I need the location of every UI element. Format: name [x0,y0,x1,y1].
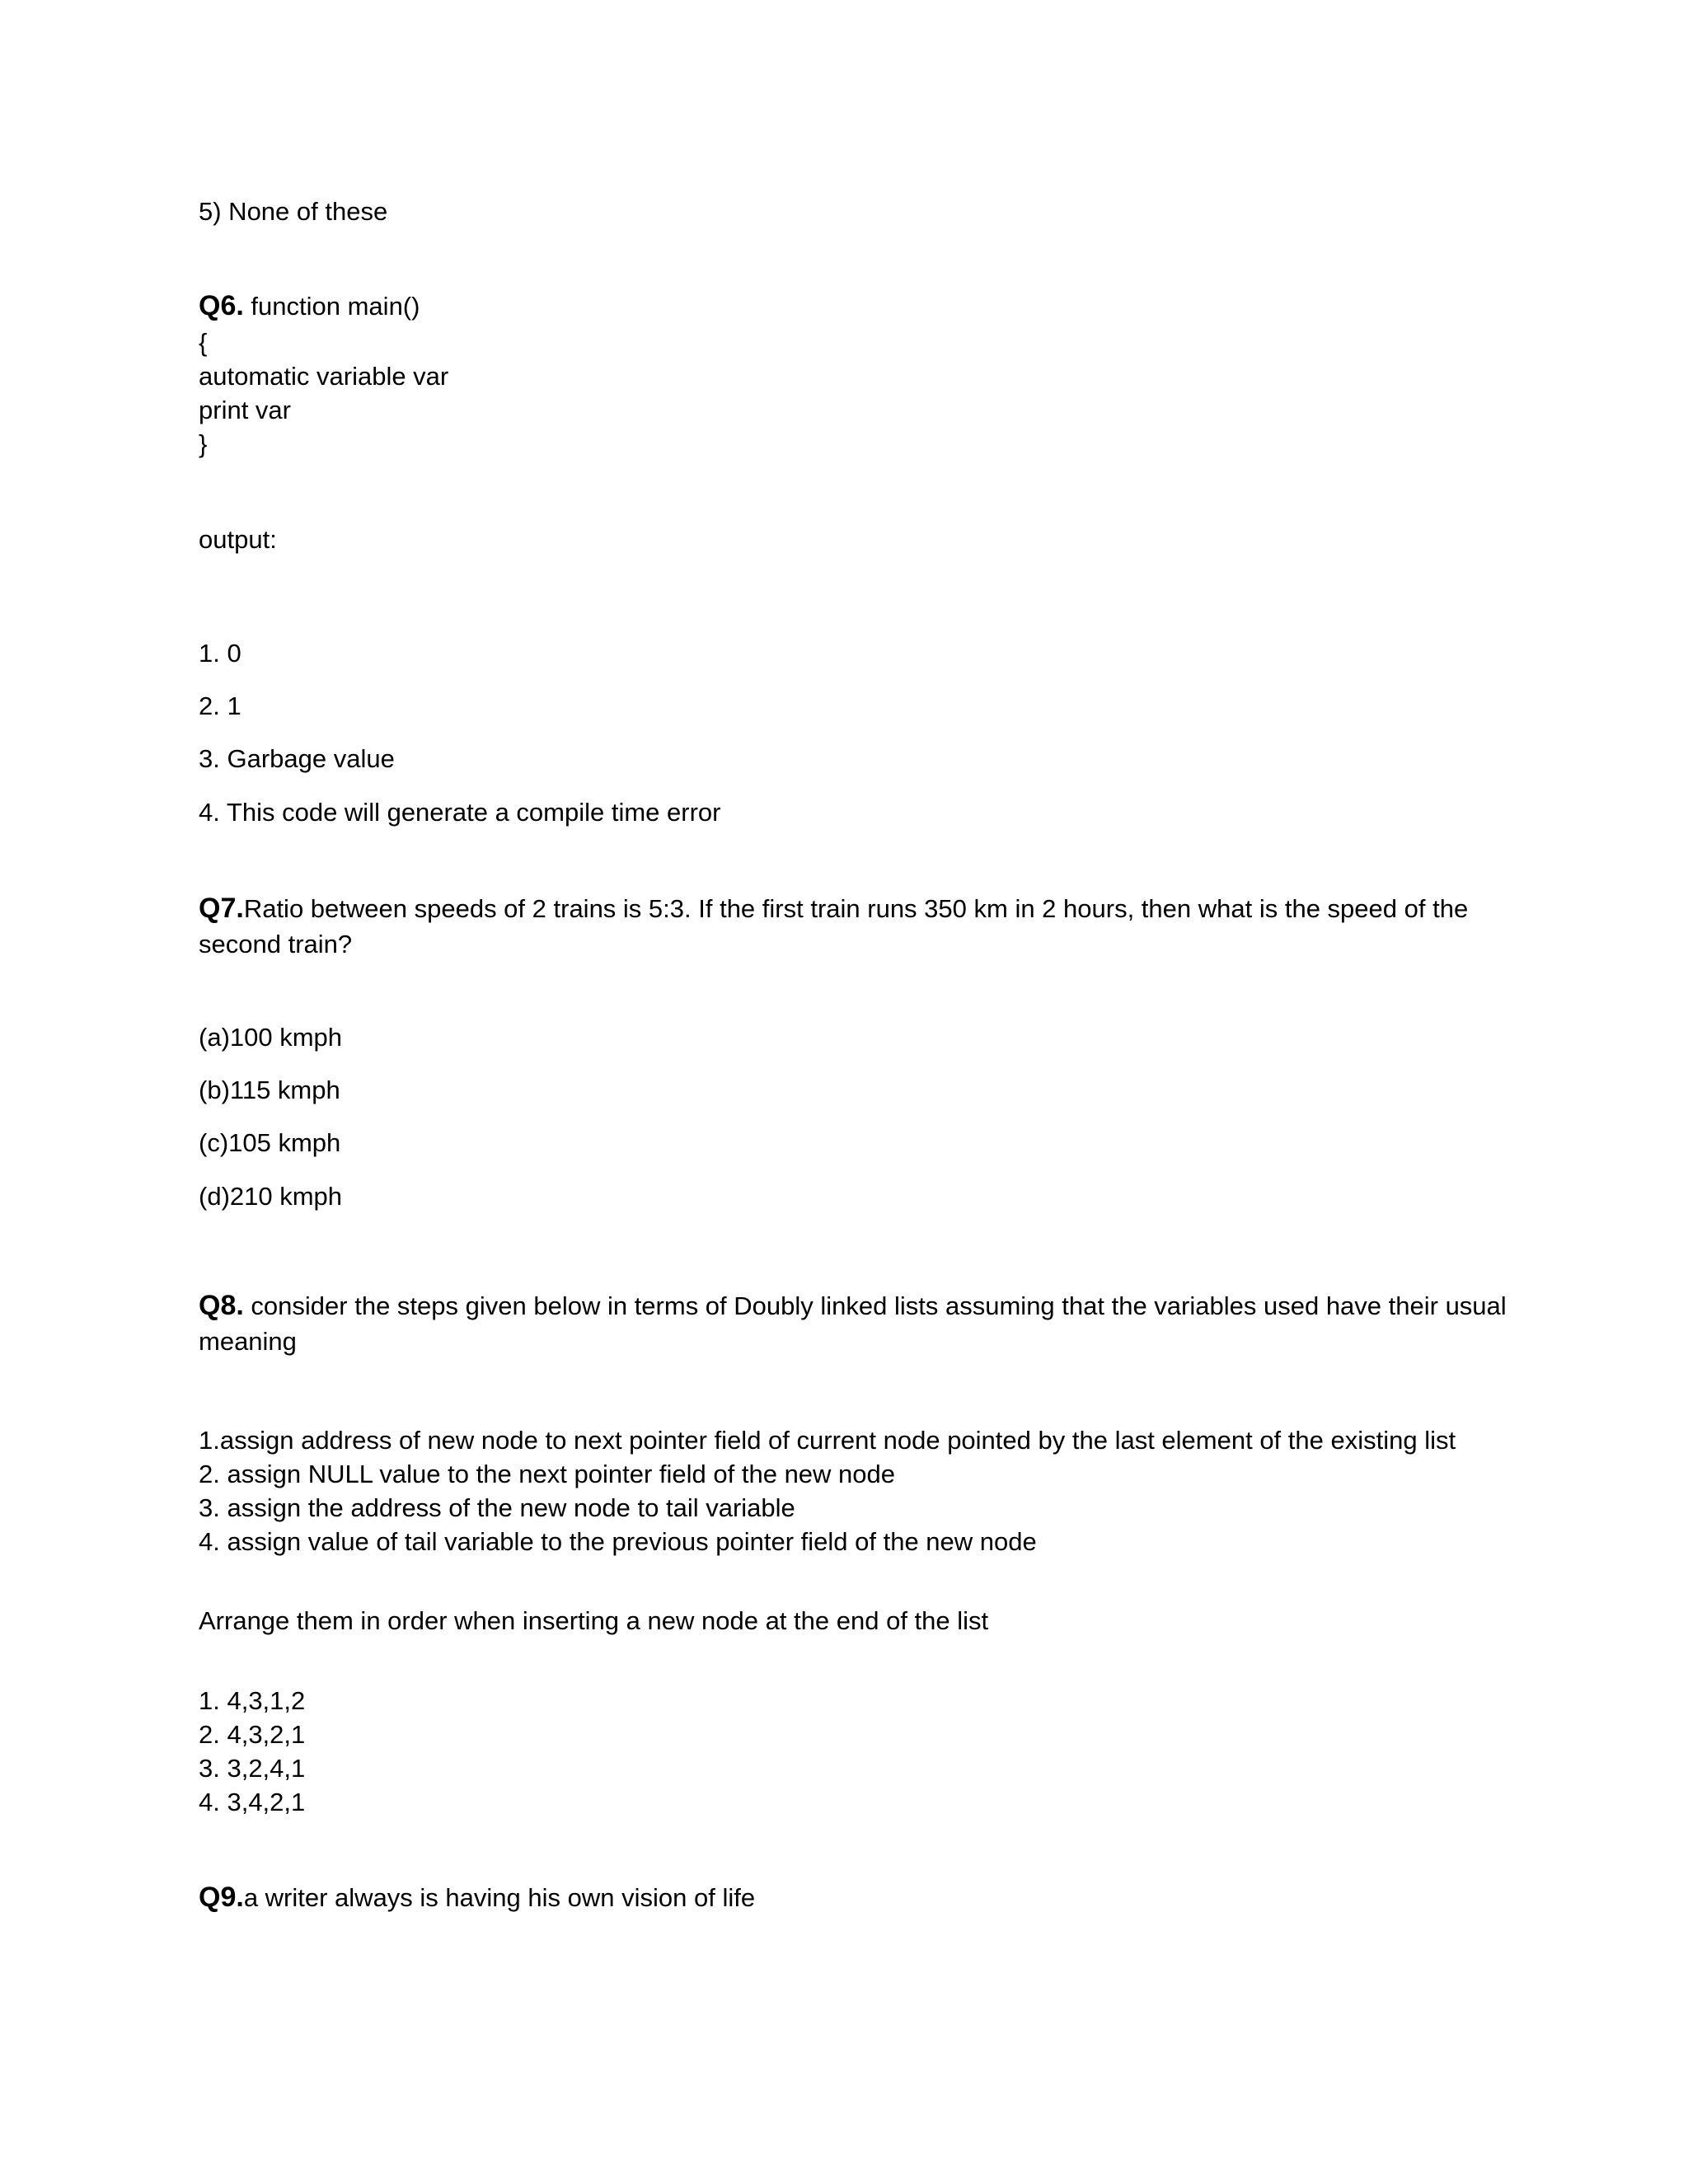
q8-step: 4. assign value of tail variable to the previous pointer field of the new node [199,1527,1037,1556]
q8-label: Q8. [199,1290,244,1321]
q9-text: a writer always is having his own vision of life [243,1883,756,1912]
q6-header [199,289,420,323]
q8-question-line: meaning [199,1327,297,1356]
q7-text: Ratio between speeds of 2 trains is 5:3. If the first train runs 350 km in 2 hours, then what is the speed of the [243,894,1469,923]
q6-option: 3. Garbage value [199,744,395,773]
q6-option: 4. This code will generate a compile time error [199,798,721,827]
q8-instruction: Arrange them in order when inserting a new node at the end of the list [199,1606,989,1635]
q7-question-line [199,892,1468,926]
q6-label: Q6. [199,290,244,321]
q8-step: 2. assign NULL value to the next pointer field of the new node [199,1460,896,1488]
q6-code-line: print var [199,396,291,424]
q6-option: 1. 0 [199,639,241,668]
q8-option: 2. 4,3,2,1 [199,1720,306,1749]
q6-code-line: function main() [243,292,420,321]
q8-step: 1.assign address of new node to next pointer field of current node pointed by the last element of the existing list [199,1426,1456,1455]
q7-label: Q7. [199,893,244,924]
q6-code-line: { [199,328,208,357]
q9-question-line [199,1881,755,1915]
q6-option: 2. 1 [199,691,241,720]
q8-option: 1. 4,3,1,2 [199,1686,306,1715]
q7-option: (d)210 kmph [199,1182,343,1211]
q8-option: 4. 3,4,2,1 [199,1788,306,1816]
q6-output-prompt: output: [199,525,277,554]
q8-question-line [199,1289,1507,1323]
q7-option: (a)100 kmph [199,1023,343,1052]
q7-option: (c)105 kmph [199,1128,341,1157]
q6-code-line: automatic variable var [199,362,449,391]
q7-question-line: second train? [199,930,353,958]
q6-code-line: } [199,429,208,458]
q9-label: Q9. [199,1882,244,1913]
q8-option: 3. 3,2,4,1 [199,1754,306,1783]
q7-option: (b)115 kmph [199,1076,340,1104]
q5-option-5: 5) None of these [199,197,388,226]
q8-text: consider the steps given below in terms of Doubly linked lists assuming that the variables used have their usual [243,1291,1507,1320]
q8-step: 3. assign the address of the new node to tail variable [199,1493,795,1522]
